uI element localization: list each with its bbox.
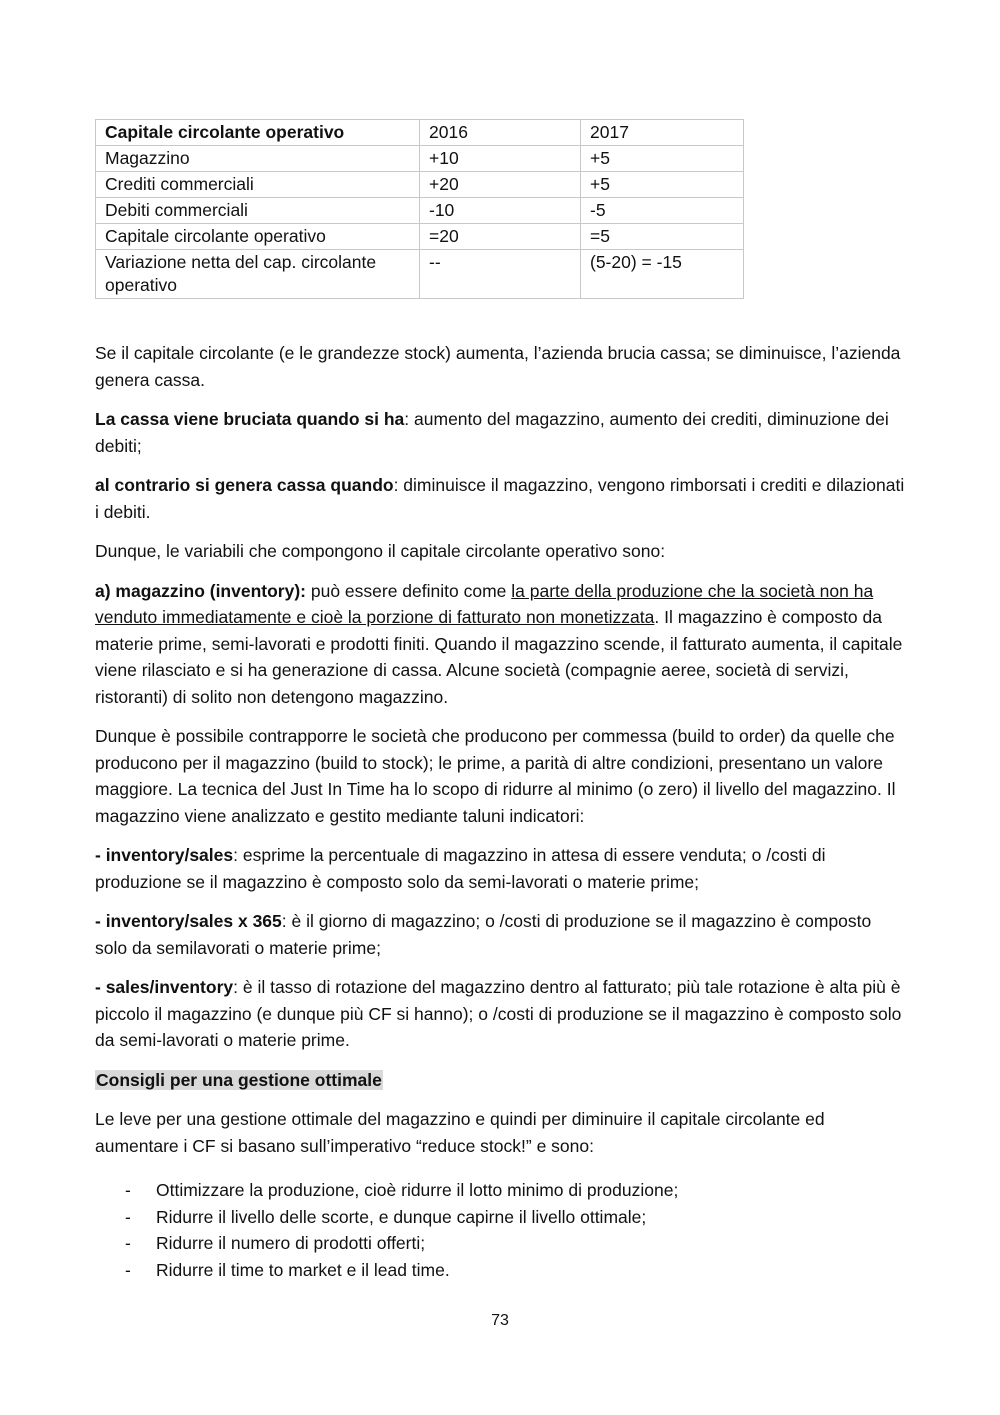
table-cell: -- xyxy=(420,250,581,299)
paragraph-build-to-order: Dunque è possibile contrapporre le società che producono per commessa (build to order) da quelle che producono per il magazzino (build to stock); le prime, a parità di altre condizioni, presentano un valore maggiore. La tecnica del Just In Time ha lo scopo di ridurre al minimo (o zero) il livello del magazzino. Il magazzino viene analizzato e gestito mediante taluni indicatori: xyxy=(95,726,896,826)
bold-lead: La cassa viene bruciata quando si ha xyxy=(95,409,405,429)
table-cell: +5 xyxy=(581,172,744,198)
list-item xyxy=(95,1177,907,1204)
table-cell: -5 xyxy=(581,198,744,224)
paragraph-text: può essere definito come xyxy=(306,580,512,601)
document-page xyxy=(95,119,907,1283)
bullet-dash: - xyxy=(125,1259,131,1280)
list-item-text: Ridurre il numero di prodotti offerti; xyxy=(156,1233,426,1253)
bold-lead: - sales/inventory xyxy=(95,977,234,997)
table-cell: +5 xyxy=(581,146,744,172)
list-item-text: Ottimizzare la produzione, cioè ridurre il lotto minimo di produzione; xyxy=(156,1180,679,1200)
paragraph-text: : diminuisce il magazzino, vengono rimborsati i crediti e dilazionati i debiti. xyxy=(95,475,905,522)
paragraph-text: : aumento del magazzino, aumento dei crediti, diminuzione dei debiti; xyxy=(95,409,889,456)
paragraph-text: : è il tasso di rotazione del magazzino dentro al fatturato; più tale rotazione è alta più è piccolo il magazzino (e dunque più CF si hanno); o /costi di produzione se il magazzino è composto solo da semi-lavorati o materie prime. xyxy=(95,977,902,1050)
table-row xyxy=(96,198,744,224)
table-cell: Capitale circolante operativo xyxy=(96,224,420,250)
list-item-text: Ridurre il time to market e il lead time. xyxy=(156,1259,450,1280)
list-item xyxy=(95,1230,907,1257)
paragraph-text: : esprime la percentuale di magazzino in attesa di essere venduta; o /costi di produzione se il magazzino è composto solo da semi-lavorati o materie prime; xyxy=(95,845,826,892)
paragraph-cash-intro: Se il capitale circolante (e le grandezze stock) aumenta, l’azienda brucia cassa; se diminuisce, l’azienda genera cassa. xyxy=(95,343,901,390)
page-number: 73 xyxy=(491,1312,509,1329)
table-cell: Crediti commerciali xyxy=(96,172,420,198)
paragraph-cash-generation xyxy=(95,472,907,525)
table-cell: +10 xyxy=(420,146,581,172)
table-header-row xyxy=(96,120,744,146)
bold-lead: a) magazzino (inventory): xyxy=(95,580,306,601)
paragraph-indicator-turnover xyxy=(95,974,907,1054)
underlined-definition: la parte della produzione che la società non ha venduto immediatamente e cioè la porzione di fatturato non monetizzata xyxy=(95,580,874,627)
paragraph-text: . Il magazzino è composto da materie prime, semi-lavorati e prodotti finiti. Quando il magazzino scende, il fatturato aumenta, il capitale viene rilasciato e si ha generazione di cassa. Alcune società (compagnie aeree, società di servizi, ristoranti) di solito non detengono magazzino. xyxy=(95,607,903,707)
table-row xyxy=(96,146,744,172)
table-cell: Magazzino xyxy=(96,146,420,172)
bold-lead: - inventory/sales x 365 xyxy=(95,911,282,931)
section-heading xyxy=(95,1067,907,1094)
paragraph-indicator-inventory-sales xyxy=(95,842,907,895)
table-cell: (5-20) = -15 xyxy=(581,250,744,299)
levers-list xyxy=(95,1177,907,1283)
table-cell: =5 xyxy=(581,224,744,250)
table-row xyxy=(96,250,744,299)
table-row xyxy=(96,172,744,198)
list-item xyxy=(95,1204,907,1231)
paragraph-cash-burn xyxy=(95,406,907,459)
table-row xyxy=(96,224,744,250)
table-header-cell: 2016 xyxy=(420,120,581,146)
paragraph-inventory-definition xyxy=(95,578,907,711)
paragraph-levers: Le leve per una gestione ottimale del magazzino e quindi per diminuire il capitale circolante ed aumentare i CF si basano sull’imperativo “reduce stock!” e sono: xyxy=(95,1109,825,1156)
bold-lead: al contrario si genera cassa quando xyxy=(95,475,394,495)
paragraph-text: : è il giorno di magazzino; o /costi di produzione se il magazzino è composto solo da semilavorati o materie prime; xyxy=(95,911,872,958)
table-cell: +20 xyxy=(420,172,581,198)
table-cell: -10 xyxy=(420,198,581,224)
bold-lead: - inventory/sales xyxy=(95,845,234,865)
table-cell: =20 xyxy=(420,224,581,250)
paragraph-indicator-days xyxy=(95,908,907,961)
table-header-cell: Capitale circolante operativo xyxy=(96,120,420,146)
bullet-dash: - xyxy=(125,1180,131,1200)
list-item-text: Ridurre il livello delle scorte, e dunque capirne il livello ottimale; xyxy=(156,1206,647,1227)
table-cell: Debiti commerciali xyxy=(96,198,420,224)
bullet-dash: - xyxy=(125,1233,131,1253)
list-item xyxy=(95,1257,907,1284)
table-cell: Variazione netta del cap. circolante operativo xyxy=(96,250,420,299)
table-header-cell: 2017 xyxy=(581,120,744,146)
paragraph-variables: Dunque, le variabili che compongono il capitale circolante operativo sono: xyxy=(95,541,666,561)
bullet-dash: - xyxy=(125,1206,131,1227)
highlighted-heading: Consigli per una gestione ottimale xyxy=(96,1069,382,1090)
working-capital-table xyxy=(95,119,744,299)
